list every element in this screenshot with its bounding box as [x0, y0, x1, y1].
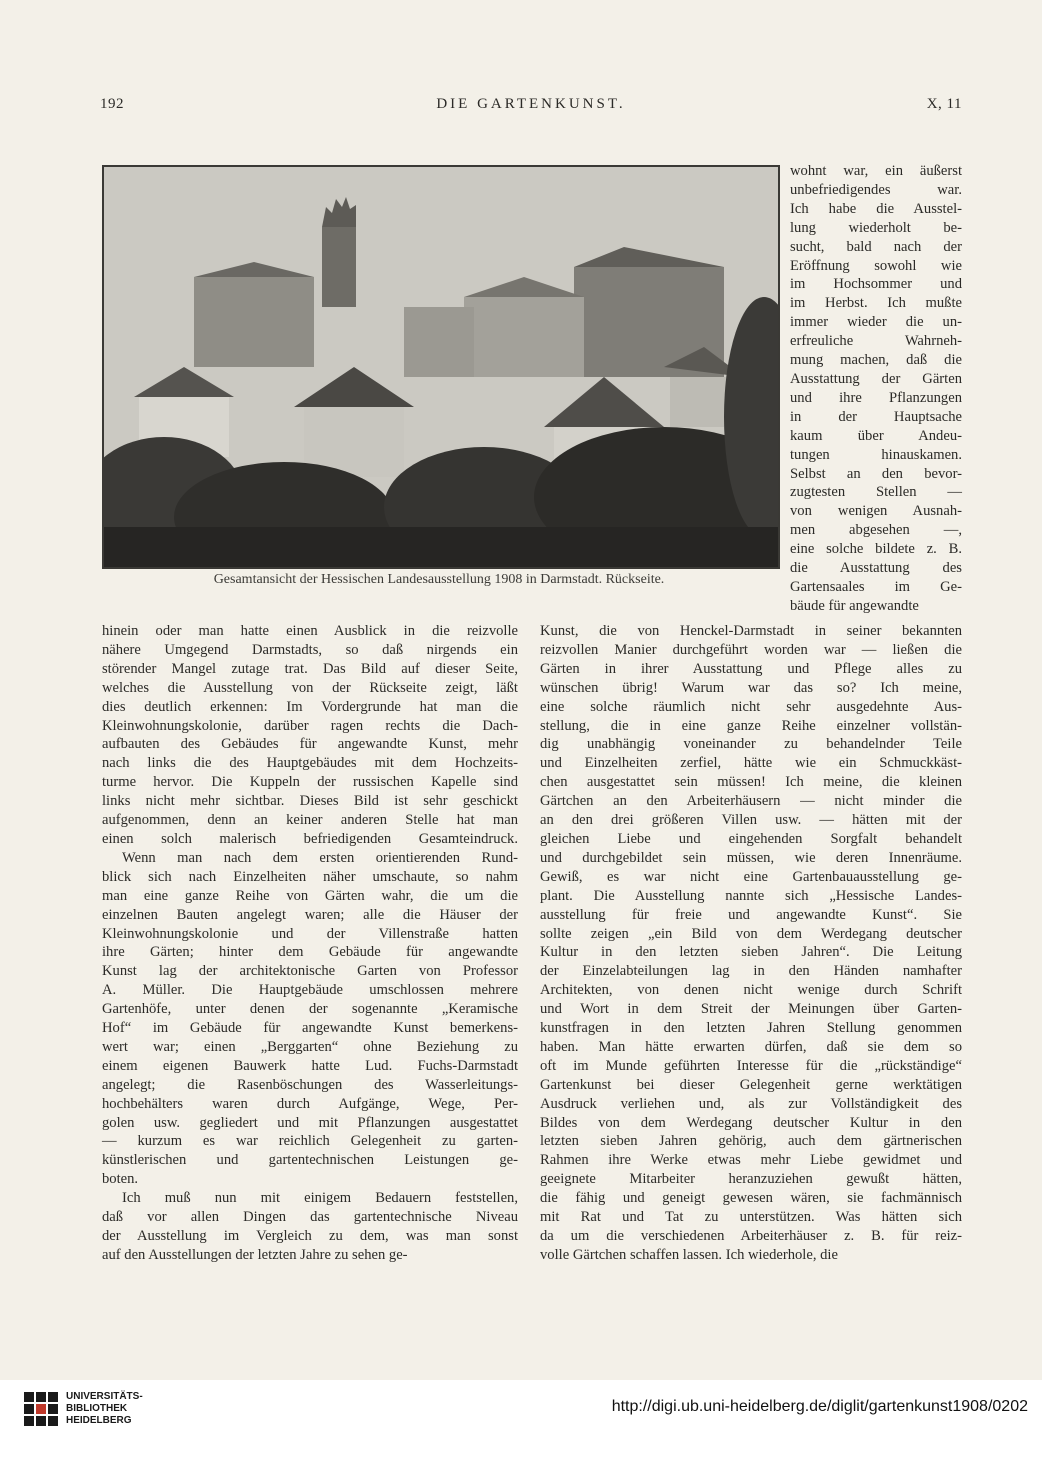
text-line: hinein oder man hatte einen Ausblick in die reizvolle	[102, 623, 518, 639]
text-line: und Wort in dem Streit der Meinungen über Garten-	[540, 1001, 962, 1018]
text-line: sucht, bald nach der	[790, 238, 962, 255]
text-line: lung wiederholt be-	[790, 219, 962, 236]
text-line: wert war; einen „Berggarten“ ohne Beziehung zu	[102, 1038, 518, 1055]
volume-issue: X, 11	[926, 96, 962, 112]
text-line: von wenigen Ausnah-	[790, 503, 962, 520]
text-line: nach links die des Hauptgebäudes mit dem Hochzeits-	[102, 755, 518, 772]
text-line: blick sich nach Einzelheiten näher umschaute, so nahm	[102, 868, 518, 885]
text-line: Hof“ im Gebäude für angewandte Kunst bemerkens-	[102, 1020, 518, 1037]
text-line: kaum über Andeu-	[790, 427, 962, 444]
left-text-column	[102, 622, 518, 1265]
text-line: plant. Die Ausstellung nannte sich „Hessische Landes-	[540, 887, 962, 904]
text-line: Bildes von dem Werdegang deutscher Kultur in den	[540, 1114, 962, 1131]
library-logo-icon	[22, 1390, 60, 1428]
text-line: man eine ganze Reihe von Gärten wahr, die um die	[102, 887, 518, 904]
text-line: da um die verschiedenen Arbeiterhäuser z. B. für reiz-	[540, 1228, 962, 1244]
text-line: oft im Munde geführten Interesse für die „rückständige“	[540, 1057, 962, 1074]
running-header	[100, 96, 962, 120]
text-line: wohnt war, ein äußerst	[790, 163, 962, 179]
text-line: Ausdruck verliehen und, als zur Vollständigkeit des	[540, 1095, 962, 1112]
text-line: stellung, die in eine ganze Reihe einzelner vollstän-	[540, 717, 962, 734]
text-line: Kultur in den letzten sieben Jahren“. Die Leitung	[540, 944, 962, 961]
text-line: links nicht mehr sichtbar. Dieses Bild ist sehr geschickt	[102, 793, 518, 810]
text-line: Wenn man nach dem ersten orientierenden Rund-	[122, 849, 518, 866]
text-line: ihre Gärten; hinter dem Gebäude für angewandte	[102, 944, 518, 961]
text-line: kunstfragen in den letzten Jahren Stellung genommen	[540, 1020, 962, 1037]
text-line: volle Gärtchen schaffen lassen. Ich wiederhole, die	[540, 1246, 838, 1263]
text-line: haben. Man hätte erwarten dürfen, daß sie dem so	[540, 1038, 962, 1055]
text-line: störender Mangel zutage trat. Das Bild auf dieser Seite,	[102, 660, 518, 677]
text-line: Gewiß, es war nicht eine Gartenbauausstellung ge-	[540, 868, 962, 885]
text-line: auf den Ausstellungen der letzten Jahre zu sehen ge-	[102, 1246, 408, 1263]
text-line: Gartensaales im Ge-	[790, 578, 962, 595]
footer-bar	[0, 1380, 1042, 1461]
text-line: aufgenommen, denn an keiner anderen Stelle hat man	[102, 812, 518, 829]
text-line: Gartenkunst bei dieser Gelegenheit gerne werktätigen	[540, 1076, 962, 1093]
text-line: einem eigenen Bauwerk hatte Lud. Fuchs-Darmstadt	[102, 1057, 518, 1074]
text-line: chen ausgestattet sein müssen! Ich meine, die kleinen	[540, 774, 962, 791]
text-line: Ich muß nun mit einigem Bedauern feststellen,	[122, 1190, 518, 1207]
text-line: Ausstattung der Gärten	[790, 370, 962, 387]
text-line: Kunst lag der architektonische Garten von Professor	[102, 963, 518, 980]
text-line: dies deutlich erkennen: Im Vordergrunde hat man die	[102, 698, 518, 715]
text-line: tungen hinauskamen.	[790, 446, 962, 463]
text-line: boten.	[102, 1171, 139, 1188]
text-line: reizvollen Manier durchgeführt worden war — ließen die	[540, 641, 962, 658]
text-line: Gärtchen an den Arbeiterhäusern — nicht minder die	[540, 793, 962, 810]
text-line: Kleinwohnungskolonie, darüber ragen rechts die Dach-	[102, 717, 518, 734]
text-line: angelegt; die Rasenböschungen des Wasserleitungs-	[102, 1076, 518, 1093]
text-line: einen solch malerisch befriedigenden Gesamteindruck.	[102, 830, 518, 847]
text-line: nähere Umgegend Darmstadts, so daß nirgends ein	[102, 641, 518, 658]
text-line: — kurzum es war reichlich Gelegenheit zu garten-	[102, 1133, 518, 1150]
text-line: men abgesehen —,	[790, 522, 962, 539]
text-line: wünschen übrig! Warum war das so? Ich meine,	[540, 679, 962, 696]
text-line: Gartenhöfe, unter denen der sogenannte „Keramische	[102, 1001, 518, 1018]
text-line: golen usw. gegliedert und mit Pflanzungen ausgestattet	[102, 1114, 518, 1131]
text-line: und Einzelheiten zerfiel, hätte wie ein Schmuckkäst-	[540, 755, 962, 772]
text-line: hochbehälters waren durch Aufgänge, Wege, Per-	[102, 1095, 518, 1112]
photograph-illustration	[104, 167, 778, 567]
text-line: Kunst, die von Henckel-Darmstadt in seiner bekannten	[540, 623, 962, 639]
text-line: einzelnen Bauten angelegt waren; alle die Häuser der	[102, 906, 518, 923]
text-line: eine solche räumlich nicht sehr ausgedehnte Aus-	[540, 698, 962, 715]
text-line: sollte zeigen „ein Bild von dem Werdegang deutscher	[540, 925, 962, 942]
text-line: daß vor allen Dingen das gartentechnische Niveau	[102, 1209, 518, 1226]
text-line: der Ausstellung im Vergleich zu dem, was man sonst	[102, 1228, 518, 1244]
narrow-text-column	[790, 162, 962, 616]
text-line: im Herbst. Ich mußte	[790, 295, 962, 312]
text-line: in der Hauptsache	[790, 408, 962, 425]
text-line: letzten sieben Jahren gehörig, auch dem gärtnerischen	[540, 1133, 962, 1150]
library-name: UNIVERSITÄTS- BIBLIOTHEK HEIDELBERG	[66, 1391, 143, 1426]
text-line: künstlerischen und gartentechnischen Leistungen ge-	[102, 1152, 518, 1169]
text-line: Selbst an den bevor-	[790, 465, 962, 482]
text-line: geeignete Mitarbeiter heranzuziehen gewußt hätten,	[540, 1171, 962, 1188]
text-line: gleichen Liebe und eingehenden Sorgfalt behandelt	[540, 830, 962, 847]
text-line: Rahmen ihre Werke etwas mehr Liebe gewidmet und	[540, 1152, 962, 1169]
text-line: turme hervor. Die Kuppeln der russischen Kapelle sind	[102, 774, 518, 791]
figure-caption: Gesamtansicht der Hessischen Landesausstellung 1908 in Darmstadt. Rückseite.	[213, 572, 665, 587]
source-url-link[interactable]: http://digi.ub.uni-heidelberg.de/diglit/gartenkunst1908/0202	[611, 1398, 1028, 1415]
text-line: A. Müller. Die Hauptgebäude umschlossen mehrere	[102, 982, 518, 999]
text-line: ausstellung für freie und angewandte Kunst“. Sie	[540, 906, 962, 923]
text-line: mit Rat und Tat zu unterstützen. Was hätten sich	[540, 1209, 962, 1226]
text-line: eine solche bildete z. B.	[790, 541, 962, 558]
text-line: Eröffnung sowohl wie	[790, 257, 962, 274]
text-line: welches die Ausstellung von der Rückseite zeigt, läßt	[102, 679, 518, 696]
text-line: und ihre Pflanzungen	[790, 389, 962, 406]
text-line: und durchgebildet sein müssen, wie deren Innenräume.	[540, 849, 962, 866]
text-line: unbefriedigendes war.	[790, 181, 962, 198]
journal-title: DIE GARTENKUNST.	[436, 96, 626, 112]
page-number: 192	[100, 96, 124, 112]
text-line: bäude für angewandte	[790, 597, 919, 614]
right-text-column	[540, 622, 962, 1265]
text-line: Kleinwohnungskolonie und der Villenstraße hatten	[102, 925, 518, 942]
text-line: der Einzelabteilungen lag in den Händen namhafter	[540, 963, 962, 980]
text-line: mung machen, daß die	[790, 352, 962, 369]
exhibition-photograph	[102, 165, 780, 569]
text-line: die Ausstattung des	[790, 560, 962, 577]
text-line: Architekten, von denen nicht wenige durch Schrift	[540, 982, 962, 999]
text-line: dig unabhängig voneinander zu behandelnder Teile	[540, 736, 962, 753]
text-line: Gärten in ihrer Ausstattung und Pflege alles zu	[540, 660, 962, 677]
text-line: immer wieder die un-	[790, 314, 962, 331]
text-line: erfreuliche Wahrneh-	[790, 333, 962, 350]
text-line: an den drei größeren Villen usw. — hätten mit der	[540, 812, 962, 829]
text-line: im Hochsommer und	[790, 276, 962, 293]
text-line: aufbauten des Gebäudes für angewandte Kunst, mehr	[102, 736, 518, 753]
text-line: zugtesten Stellen —	[790, 484, 962, 501]
text-line: die fähig und geneigt gewesen wären, sie fachmännisch	[540, 1190, 962, 1207]
text-line: Ich habe die Ausstel-	[790, 200, 962, 217]
